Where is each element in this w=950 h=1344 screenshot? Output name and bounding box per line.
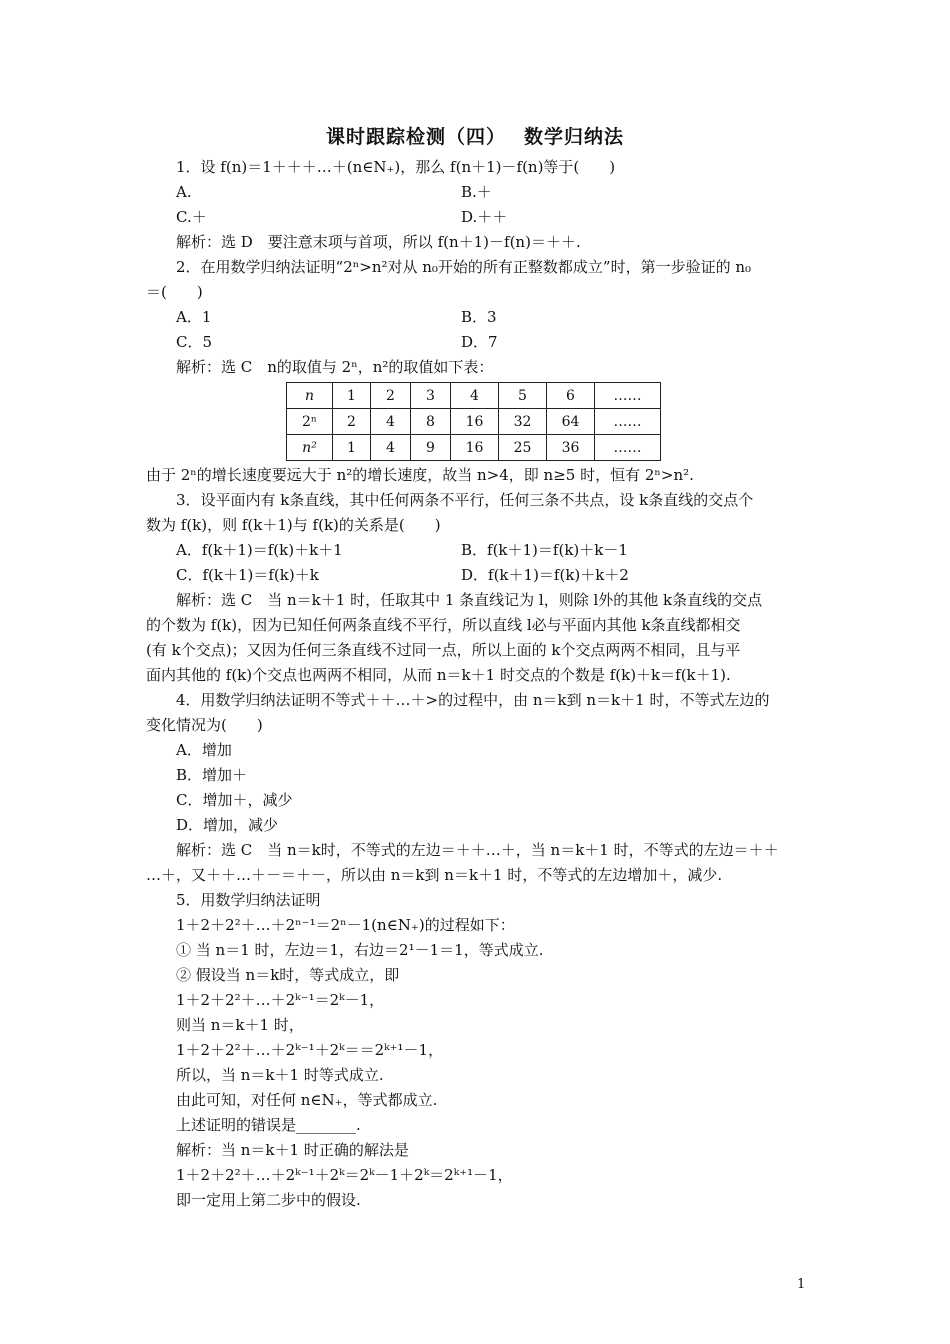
table-row	[287, 383, 661, 409]
q1-options-row-1	[146, 180, 810, 205]
page-number: 1	[797, 1277, 806, 1292]
q3-stem-1: 3．设平面内有 k条直线，其中任何两条不平行，任何三条不共点，设 k条直线的交点个	[176, 491, 754, 509]
q5-line: 解析：当 n＝k＋1 时正确的解法是	[176, 1141, 409, 1159]
q3-option-b: B．f(k＋1)＝f(k)＋k－1	[461, 541, 628, 559]
q5-line: ① 当 n＝1 时，左边＝1，右边＝2¹－1＝1，等式成立.	[176, 941, 544, 959]
q2-analysis: 解析：选 C n的取值与 2ⁿ，n²的取值如下表：	[176, 358, 494, 376]
document-body	[146, 155, 810, 1213]
table-cell: 4	[371, 409, 411, 435]
q3-option-a: A．f(k＋1)＝f(k)＋k＋1	[176, 541, 343, 559]
q3-analysis-2: 的个数为 f(k)，因为已知任何两条直线不平行，所以直线 l必与平面内其他 k条直线都相交	[146, 616, 741, 634]
q5-line: 所以，当 n＝k＋1 时等式成立.	[176, 1066, 384, 1084]
q5-line: 即一定用上第二步中的假设.	[176, 1191, 361, 1209]
q3-analysis-1: 解析：选 C 当 n＝k＋1 时，任取其中 1 条直线记为 l，则除 l外的其他 k条直线的交点	[176, 591, 763, 609]
q5-line: 由此可知，对任何 n∈N₊，等式都成立.	[176, 1091, 438, 1109]
table-cell: 4	[371, 435, 411, 461]
table-cell: 36	[547, 435, 595, 461]
table-cell: 32	[499, 409, 547, 435]
q3-analysis-4: 面内其他的 f(k)个交点也两两不相同，从而 n＝k＋1 时交点的个数是 f(k)＋k＝f(k＋1).	[146, 666, 731, 684]
q1-option-a: A.	[176, 183, 192, 201]
table-cell: 2ⁿ	[287, 409, 333, 435]
table-cell: 16	[451, 435, 499, 461]
q2-options-row-2	[146, 330, 810, 355]
q5-line: 则当 n＝k＋1 时，	[176, 1016, 304, 1034]
table-cell: 8	[411, 409, 451, 435]
q2-stem-1: 2．在用数学归纳法证明“2ⁿ>n²对从 n₀开始的所有正整数都成立”时，第一步验证的 n₀	[176, 258, 752, 276]
table-row	[287, 409, 661, 435]
q3-option-d: D．f(k＋1)＝f(k)＋k＋2	[461, 566, 629, 584]
table-cell: 25	[499, 435, 547, 461]
q4-option-a: A．增加	[176, 741, 232, 759]
q4-option-c: C．增加＋，减少	[176, 791, 293, 809]
q5-line: 5．用数学归纳法证明	[176, 891, 321, 909]
table-cell: 9	[411, 435, 451, 461]
q4-stem-1: 4．用数学归纳法证明不等式＋＋…＋>的过程中，由 n＝k到 n＝k＋1 时，不等式左边的	[176, 691, 770, 709]
q1-option-c: C.＋	[176, 208, 207, 226]
q5-line: 1＋2＋2²＋…＋2ⁿ⁻¹＝2ⁿ－1(n∈N₊)的过程如下：	[176, 916, 515, 934]
table-cell: 3	[411, 383, 451, 409]
q3-analysis-3: (有 k个交点)；又因为任何三条直线不过同一点，所以上面的 k个交点两两不相同，且与平	[146, 641, 741, 659]
q2-stem-2: ＝( )	[146, 283, 203, 301]
table-cell: ……	[595, 383, 661, 409]
q1-option-b: B.＋	[461, 183, 492, 201]
q4-option-b: B．增加＋	[176, 766, 248, 784]
q1-options-row-2	[146, 205, 810, 230]
table-cell: 1	[333, 435, 371, 461]
table-cell: 2	[371, 383, 411, 409]
q1-stem: 1．设 f(n)＝1＋＋＋…＋(n∈N₊)，那么 f(n＋1)－f(n)等于( )	[176, 158, 616, 176]
table-cell: n²	[287, 435, 333, 461]
table-cell: 64	[547, 409, 595, 435]
q2-value-table	[286, 382, 661, 461]
q2-option-c: C．5	[176, 333, 213, 351]
table-cell: 5	[499, 383, 547, 409]
table-cell: 2	[333, 409, 371, 435]
q5-line: ② 假设当 n＝k时，等式成立，即	[176, 966, 400, 984]
table-row	[287, 435, 661, 461]
q4-option-d: D．增加，减少	[176, 816, 279, 834]
q3-option-c: C．f(k＋1)＝f(k)＋k	[176, 566, 319, 584]
table-cell: 16	[451, 409, 499, 435]
table-cell: 6	[547, 383, 595, 409]
table-cell: 4	[451, 383, 499, 409]
q5-line: 1＋2＋2²＋…＋2ᵏ⁻¹＋2ᵏ＝2ᵏ－1＋2ᵏ＝2ᵏ⁺¹－1，	[176, 1166, 513, 1184]
q4-analysis-1: 解析：选 C 当 n＝k时，不等式的左边＝＋＋…＋，当 n＝k＋1 时，不等式的左边＝＋＋	[176, 841, 779, 859]
table-cell: ……	[595, 409, 661, 435]
table-cell: n	[287, 383, 333, 409]
q2-option-b: B．3	[461, 308, 497, 326]
q1-analysis: 解析：选 D 要注意末项与首项，所以 f(n＋1)－f(n)＝＋＋.	[176, 233, 581, 251]
q2-options-row-1	[146, 305, 810, 330]
table-cell: ……	[595, 435, 661, 461]
q3-options-row-2	[146, 563, 810, 588]
q5-line: 上述证明的错误是________.	[176, 1116, 361, 1134]
q3-options-row-1	[146, 538, 810, 563]
q5-line: 1＋2＋2²＋…＋2ᵏ⁻¹＝2ᵏ－1，	[176, 991, 385, 1009]
q1-option-d: D.＋＋	[461, 208, 508, 226]
q2-option-d: D．7	[461, 333, 498, 351]
q3-stem-2: 数为 f(k)，则 f(k＋1)与 f(k)的关系是( )	[146, 516, 441, 534]
q2-option-a: A．1	[176, 308, 212, 326]
q4-stem-2: 变化情况为( )	[146, 716, 263, 734]
q5-line: 1＋2＋2²＋…＋2ᵏ⁻¹＋2ᵏ＝＝2ᵏ⁺¹－1，	[176, 1041, 444, 1059]
q4-analysis-2: …＋，又＋＋…＋－＝＋－，所以由 n＝k到 n＝k＋1 时，不等式的左边增加＋，减少.	[146, 866, 723, 884]
q2-conclusion: 由于 2ⁿ的增长速度要远大于 n²的增长速度，故当 n>4，即 n≥5 时，恒有 2ⁿ>n².	[146, 466, 694, 484]
page-title: 课时跟踪检测（四） 数学归纳法	[325, 126, 625, 148]
table-cell: 1	[333, 383, 371, 409]
